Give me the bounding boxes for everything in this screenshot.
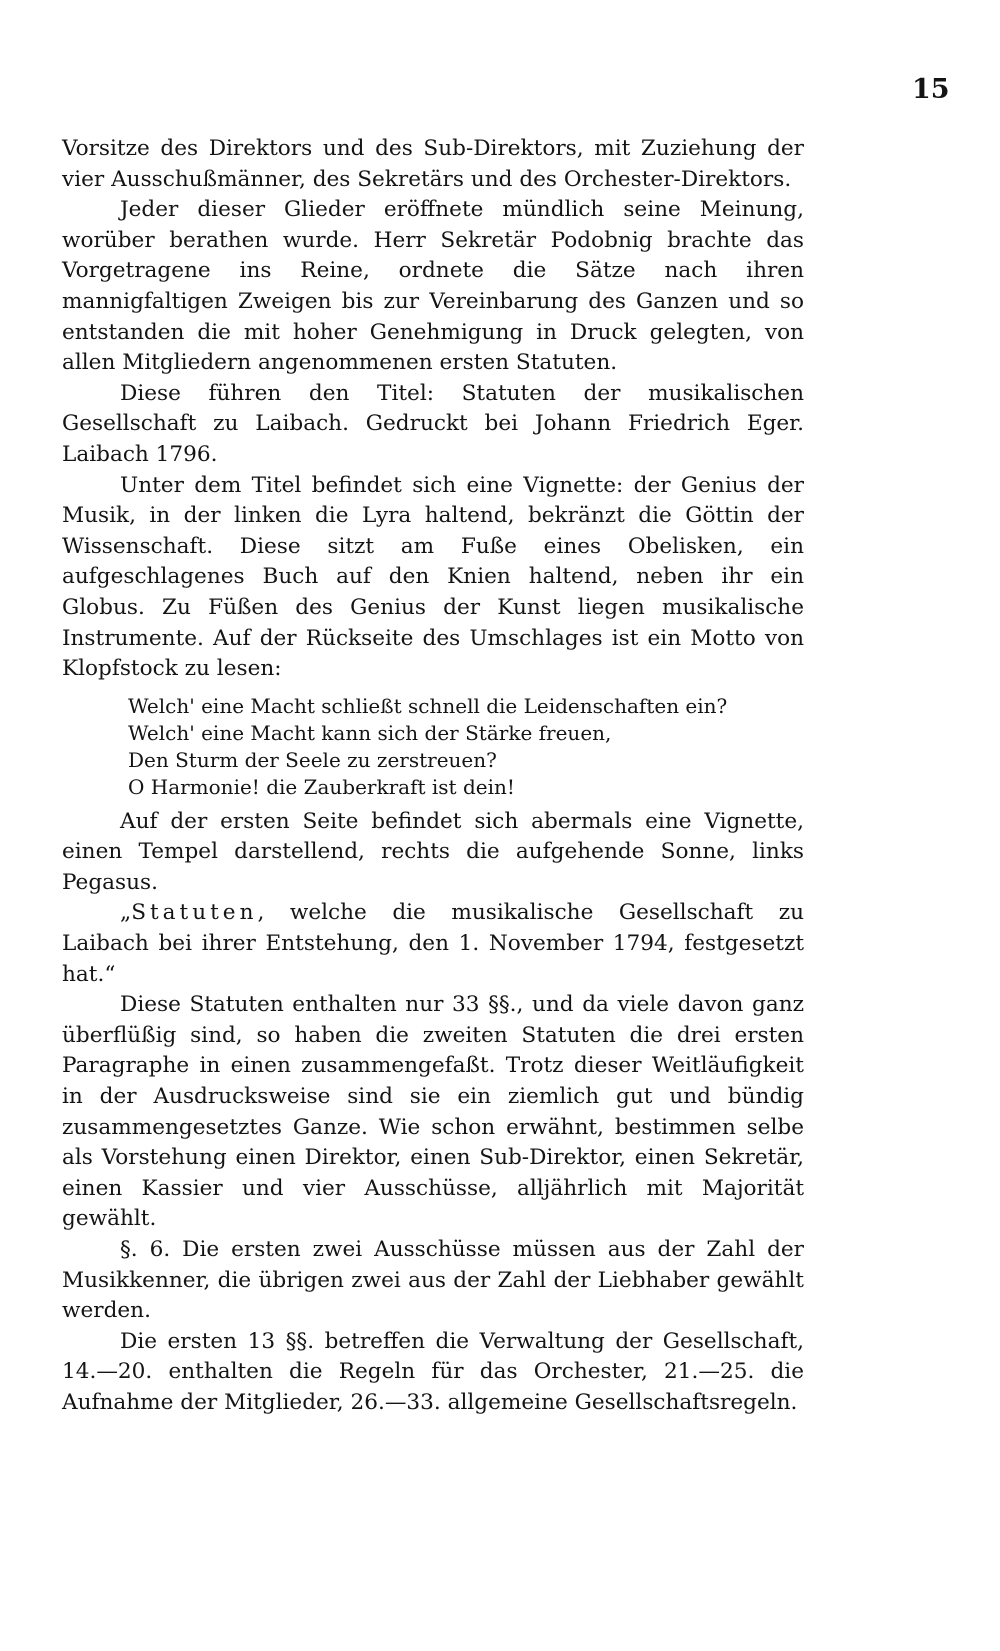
paragraph-5: Auf der ersten Seite befindet sich abermals eine Vignette, einen Tempel darstellend, rechts die aufgehende Sonne, links Pegasus. — [62, 808, 804, 895]
paragraph-8: §. 6. Die ersten zwei Ausschüsse müssen aus der Zahl der Musikkenner, die übrigen zwei aus der Zahl der Liebhaber gewählt werden. — [62, 1237, 804, 1324]
poem-line: Welch' eine Macht schließt schnell die Leidenschaften ein? — [128, 693, 728, 718]
paragraph-4: Unter dem Titel befindet sich eine Vignette: der Genius der Musik, in der linken die Lyra haltend, bekränzt die Göttin der Wissenschaft. Diese sitzt am Fuße eines Obelisken, ein aufgeschlagenes Buch auf den Knien haltend, neben ihr ein Globus. Zu Füßen des Genius der Kunst liegen musikalische Instrumente. Auf der Rückseite des Umschlages ist ein Motto von Klopfstock zu lesen: — [62, 472, 804, 682]
motto-poem — [128, 693, 804, 801]
quote-open: „ — [120, 900, 132, 926]
poem-line: Den Sturm der Seele zu zerstreuen? — [128, 747, 497, 772]
paragraph-9: Die ersten 13 §§. betreffen die Verwaltung der Gesellschaft, 14.—20. enthalten die Regeln für das Orchester, 21.—25. die Aufnahme der Mitglieder, 26.—33. allgemeine Gesellschaftsregeln. — [62, 1328, 804, 1415]
poem-line: O Harmonie! die Zauberkraft ist dein! — [128, 774, 515, 799]
paragraph-6-rest: , welche die musikalische Gesellschaft zu Laibach bei ihrer Entstehung, den 1. November 1794, festgesetzt hat.“ — [62, 900, 804, 987]
paragraph-1: Vorsitze des Direktors und des Sub-Direktors, mit Zuziehung der vier Ausschußmänner, des Sekretärs und des Orchester-Direktors. — [62, 136, 804, 192]
body-text — [62, 134, 804, 1419]
page-number: 15 — [912, 74, 950, 105]
statuten-spaced: Statuten — [131, 900, 258, 926]
paragraph-6 — [62, 898, 804, 990]
poem-line: Welch' eine Macht kann sich der Stärke freuen, — [128, 720, 612, 745]
paragraph-2: Jeder dieser Glieder eröffnete mündlich seine Meinung, worüber berathen wurde. Herr Sekretär Podobnig brachte das Vorgetragene ins Reine, ordnete die Sätze nach ihren mannigfaltigen Zweigen bis zur Vereinbarung des Ganzen und so entstanden die mit hoher Genehmigung in Druck gelegten, von allen Mitgliedern angenommenen ersten Statuten. — [62, 197, 804, 376]
paragraph-3: Diese führen den Titel: Statuten der musikalischen Gesellschaft zu Laibach. Gedruckt bei Johann Friedrich Eger. Laibach 1796. — [62, 380, 804, 467]
paragraph-7: Diese Statuten enthalten nur 33 §§., und da viele davon ganz überflüßig sind, so haben die zweiten Statuten die drei ersten Paragraphe in einen zusammengefaßt. Trotz dieser Weitläufigkeit in der Ausdrucksweise sind sie ein ziemlich gut und bündig zusammengesetztes Ganze. Wie schon erwähnt, bestimmen selbe als Vorstehung einen Direktor, einen Sub-Direktor, einen Sekretär, einen Kassier und vier Ausschüsse, alljährlich mit Majorität gewählt. — [62, 992, 804, 1232]
